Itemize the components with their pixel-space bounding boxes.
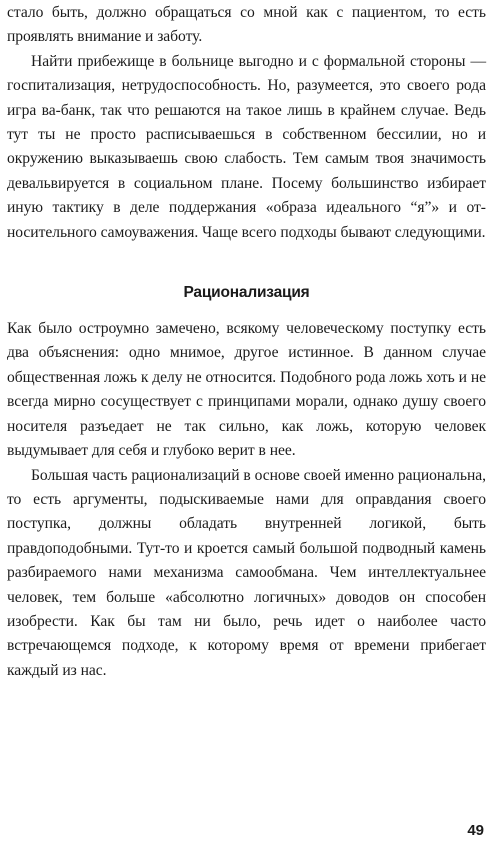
paragraph: Как было остроумно замечено, всякому человеческому поступку есть два объяснения: одно мнимое, другое истинное. В данном случае общественная ложь к делу не относится. Подобного рода ложь хоть и не всегда мирно сосуществует с принципами морали, однако душу своего носителя разъедает не так сильно, как ложь, которую человек выдумывает для себя и глубоко верит в нее.	[7, 320, 486, 460]
page-body	[7, 0, 486, 683]
paragraph: стало быть, должно обращаться со мной как с пациентом, то есть проявлять внимание и заботу.	[7, 4, 486, 46]
paragraph: Найти прибежище в больнице выгодно и с формальной стороны — госпитализация, нетрудоспособность. Но, разумеется, это своего рода игра ва-банк, так что решаются на такое лишь в крайнем случае. Ведь тут ты не просто расписываешься в собственном бессилии, но и окружению выказываешь свою слабость. Тем самым твоя значимость девальвируется в социальном плане. Посему большинство избирает иную тактику в деле поддержания «образа идеального “я”» и относительного самоуважения. Чаще всего подходы бывают следующими.	[7, 52, 486, 241]
section-heading: Рационализация	[183, 284, 310, 302]
page-number: 49	[467, 822, 484, 839]
paragraph: Большая часть рационализаций в основе своей именно рациональна, то есть аргументы, подыскиваемые нами для оправдания своего поступка, должны обладать внутренней логикой, быть правдоподобными. Тут-то и кроется самый большой подводный камень разбираемого нами механизма самообмана. Чем интеллектуальнее человек, тем больше «абсолютно логичных» доводов он способен изобрести. Как бы там ни было, речь идет о наиболее часто встречающемся подходе, к которому время от времени прибегает каждый из нас.	[7, 466, 486, 679]
